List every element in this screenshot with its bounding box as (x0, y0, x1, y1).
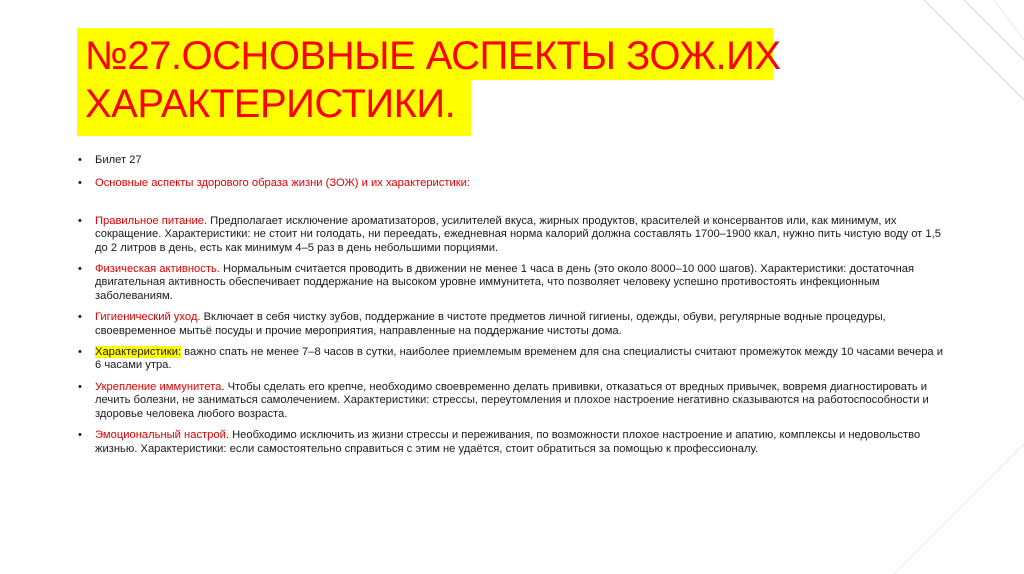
item-text: Билет 27 (95, 154, 142, 166)
item-label: Характеристики: (95, 346, 182, 359)
item-text: . Чтобы сделать его крепче, необходимо своевременно делать прививки, отказаться от вредных привычек, вовремя диагностировать и лечить болезни, не заниматься самолечением. Характеристики: стрессы, переутомления и плохое настроение негативно сказываются на работоспособности и здоровье человека любого возраста. (95, 380, 929, 420)
item-text: . Необходимо исключить из жизни стрессы и переживания, по возможности плохое настроение и апатию, комплексы и недовольство жизнью. Характеристики: если самостоятельно справиться с этим не удаётся, стоит обратиться за помощью к профессионалу. (95, 429, 921, 455)
item-text: Предполагает исключение ароматизаторов, усилителей вкуса, жирных продуктов, красителей и консервантов или, как минимум, их сокращение. Характеристики: не стоит ни голодать, ни переедать, ежедневная норма калорий должна составлять 1700–1900 ккал, нужно пить чистую воду от 1,5 до 2 литров в день, есть как минимум 4–5 раз в день небольшими порциями. (95, 214, 941, 254)
list-item-immunity (78, 381, 948, 421)
slide-content (78, 154, 948, 456)
bullet-icon: • (78, 214, 82, 227)
list-item-emotional (78, 429, 948, 456)
item-text: Нормальным считается проводить в движении не менее 1 часа в день (это около 8000–10 000 шагов). Характеристики: достаточная двигательная активность обеспечивает поддержание на высоком уровне иммунитета, что позволяет человеку успешно противостоять инфекционным заболеваниям. (95, 263, 915, 302)
item-label: Правильное питание. (95, 214, 208, 227)
slide-title-line2: ХАРАКТЕРИСТИКИ. (85, 82, 456, 126)
bullet-icon: • (78, 429, 82, 442)
item-text: Включает в себя чистку зубов, поддержание в чистоте предметов личной гигиены, одежды, обуви, регулярные водные процедуры, своевременное мытьё посуды и прочие мероприятия, направленные на поддержание чистоты дома. (95, 311, 886, 337)
item-label: Физическая активность. (95, 263, 220, 276)
item-label: Гигиенический уход. (95, 311, 201, 324)
bullet-icon: • (78, 154, 82, 166)
list-item-heading (78, 177, 948, 190)
bullet-icon: • (78, 177, 82, 190)
bullet-icon: • (78, 380, 82, 393)
slide-title-line2-box (77, 80, 471, 136)
list-item-sleep (78, 346, 948, 373)
list-item-activity (78, 263, 948, 303)
bullet-icon: • (78, 346, 82, 359)
item-text: важно спать не менее 7–8 часов в сутки, наиболее приемлемым временем для сна специалисты считают промежуток между 10 часами вечера и 6 часами утра. (95, 346, 943, 372)
list-item-ticket (78, 154, 948, 167)
item-label: Эмоциональный настрой (95, 429, 226, 442)
list-item-hygiene (78, 311, 948, 338)
item-text: Основные аспекты здорового образа жизни (ЗОЖ) и их характеристики: (95, 177, 471, 190)
item-label: Укрепление иммунитета (95, 380, 222, 393)
slide-title-line1-box (77, 28, 781, 80)
bullet-icon: • (78, 311, 82, 324)
bullet-icon: • (78, 263, 82, 276)
list-item-nutrition (78, 215, 948, 255)
slide-title-line1: №27.ОСНОВНЫЕ АСПЕКТЫ ЗОЖ.ИХ (85, 34, 781, 78)
